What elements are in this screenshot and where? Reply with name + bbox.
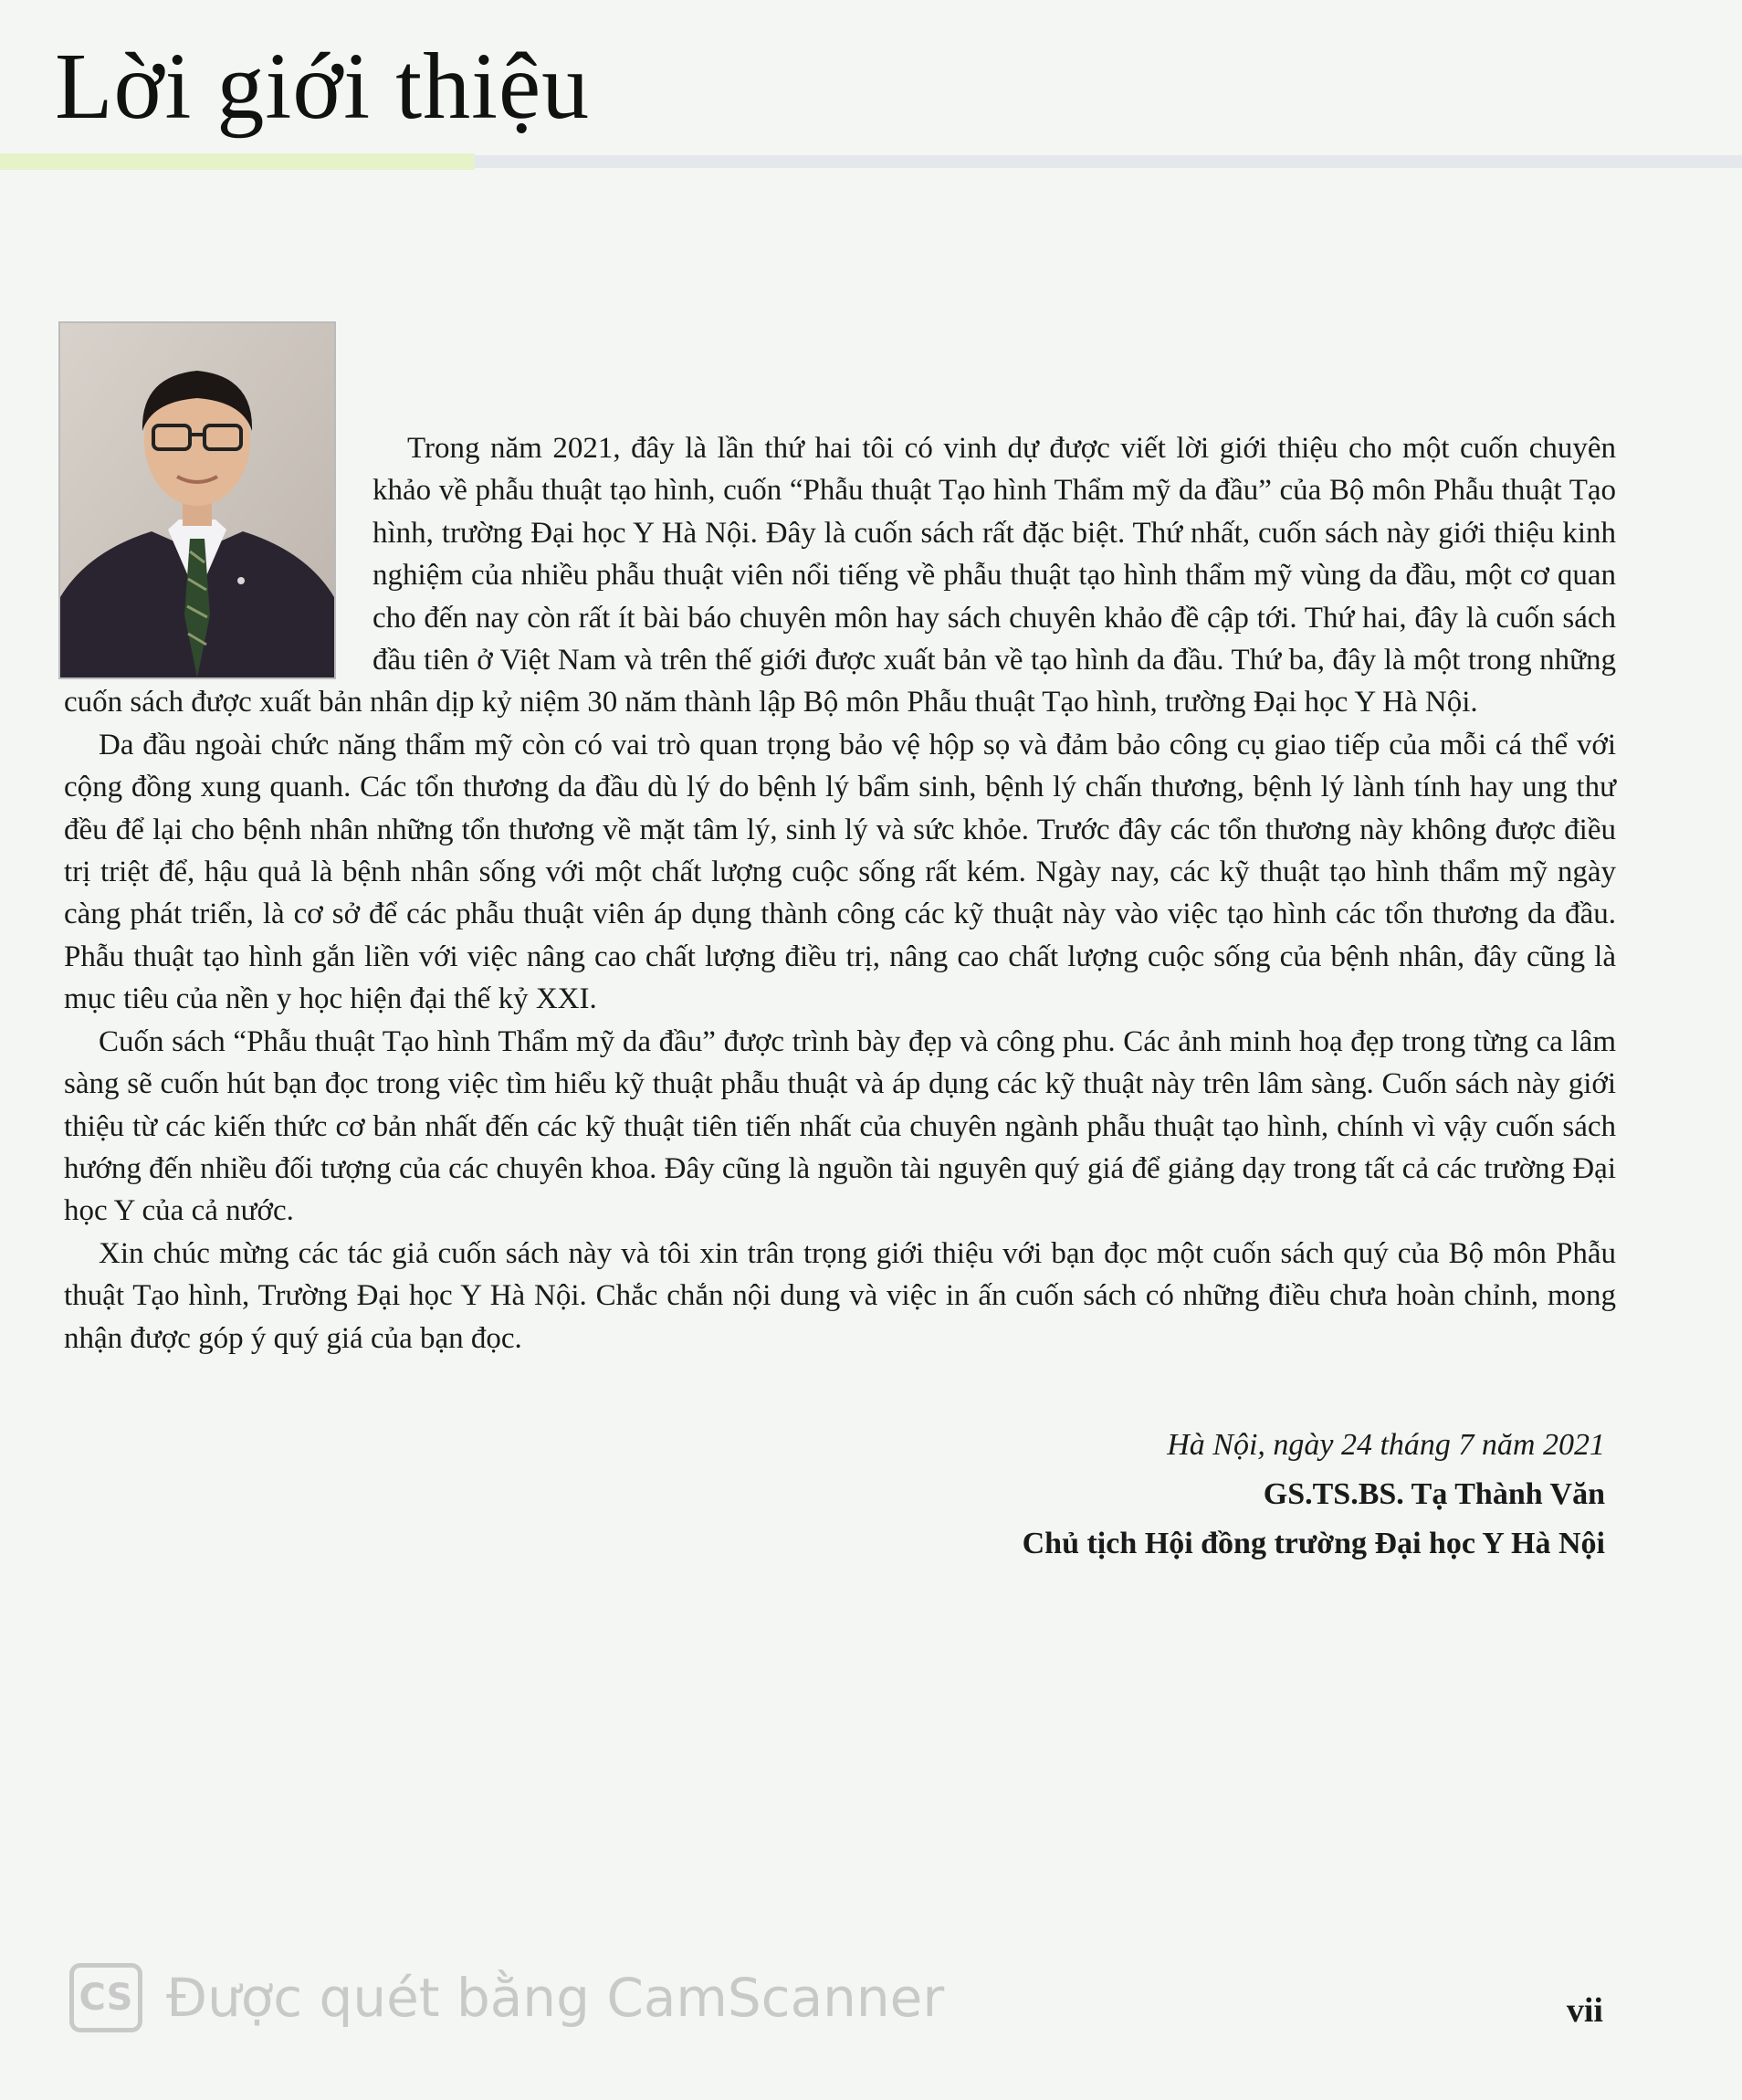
title-rule-gray (475, 155, 1742, 168)
camscanner-logo-icon: CS (69, 1963, 142, 2032)
signature-role: Chủ tịch Hội đồng trường Đại học Y Hà Nội (1022, 1527, 1605, 1560)
paragraph-4: Xin chúc mừng các tác giả cuốn sách này và tôi xin trân trọng giới thiệu với bạn đọc một cuốn sách quý của Bộ môn Phẫu thuật Tạo hình, Trường Đại học Y Hà Nội. Chắc chắn nội dung và việc in ấn cuốn sách có những điều chưa hoàn chỉnh, mong nhận được góp ý quý giá của bạn đọc. (64, 1236, 1616, 1355)
paragraph-2: Da đầu ngoài chức năng thẩm mỹ còn có vai trò quan trọng bảo vệ hộp sọ và đảm bảo công cụ giao tiếp của mỗi cá thể với cộng đồng xung quanh. Các tổn thương da đầu dù lý do bệnh lý bẩm sinh, bệnh lý chấn thương, bệnh lý lành tính hay ung thư đều để lại cho bệnh nhân những tổn thương về mặt tâm lý, sinh lý và sức khỏe. Trước đây các tổn thương này không được điều trị triệt để, hậu quả là bệnh nhân sống với một chất lượng cuộc sống rất kém. Ngày nay, các kỹ thuật tạo hình thẩm mỹ ngày càng phát triển, là cơ sở để các phẫu thuật viên áp dụng thành công các kỹ thuật này vào việc tạo hình các tổn thương da đầu. Phẫu thuật tạo hình gắn liền với việc nâng cao chất lượng điều trị, nâng cao chất lượng cuộc sống của bệnh nhân, đây cũng là mục tiêu của nền y học hiện đại thế kỷ XXI. (64, 728, 1616, 1016)
title-rule (0, 153, 1742, 170)
page-title: Lời giới thiệu (55, 34, 591, 139)
signature-name: GS.TS.BS. Tạ Thành Văn (1263, 1477, 1605, 1511)
introduction-text (64, 427, 1616, 1360)
page-number: vii (1566, 1991, 1603, 2030)
paragraph-1: Trong năm 2021, đây là lần thứ hai tôi có vinh dự được viết lời giới thiệu cho một cuốn chuyên khảo về phẫu thuật tạo hình, cuốn “Phẫu thuật Tạo hình Thẩm mỹ da đầu” của Bộ môn Phẫu thuật Tạo hình, trường Đại học Y Hà Nội. Đây là cuốn sách rất đặc biệt. Thứ nhất, cuốn sách này giới thiệu kinh nghiệm của nhiều phẫu thuật viên nổi tiếng về phẫu thuật tạo hình thẩm mỹ vùng da đầu, một cơ quan cho đến nay còn rất ít bài báo chuyên môn hay sách chuyên khảo đề cập tới. Thứ hai, đây là cuốn sách đầu tiên ở Việt Nam và trên thế giới được xuất bản về tạo hình da đầu. Thứ ba, đây là một trong những cuốn sách được xuất bản nhân dịp kỷ niệm 30 năm thành lập Bộ môn Phẫu thuật Tạo hình, trường Đại học Y Hà Nội. (64, 432, 1616, 719)
title-rule-accent (0, 153, 475, 170)
signature-block (1023, 1421, 1605, 1569)
watermark-text: Được quét bằng CamScanner (166, 1967, 945, 2029)
signature-date: Hà Nội, ngày 24 tháng 7 năm 2021 (1167, 1428, 1605, 1462)
paragraph-3: Cuốn sách “Phẫu thuật Tạo hình Thẩm mỹ da đầu” được trình bày đẹp và công phu. Các ảnh minh hoạ đẹp trong từng ca lâm sàng sẽ cuốn hút bạn đọc trong việc tìm hiểu kỹ thuật phẫu thuật và áp dụng các kỹ thuật này trên lâm sàng. Cuốn sách này giới thiệu từ các kiến thức cơ bản nhất đến các kỹ thuật tiên tiến nhất của chuyên ngành phẫu thuật tạo hình, chính vì vậy cuốn sách hướng đến nhiều đối tượng của các chuyên khoa. Đây cũng là nguồn tài nguyên quý giá để giảng dạy trong tất cả các trường Đại học Y của cả nước. (64, 1024, 1616, 1228)
camscanner-watermark (69, 1963, 944, 2032)
portrait-wrap-spacer (64, 427, 373, 681)
